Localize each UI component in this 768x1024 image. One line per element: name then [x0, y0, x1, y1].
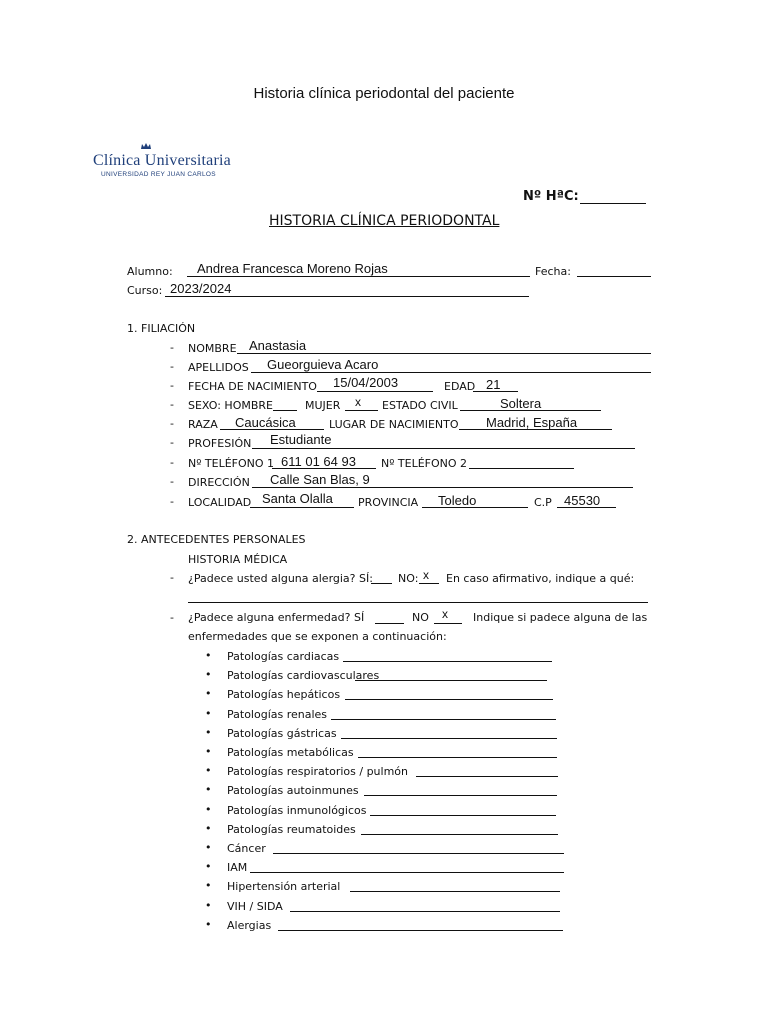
telefono2-label: Nº TELÉFONO 2 — [381, 457, 468, 470]
provincia-label: PROVINCIA — [358, 496, 419, 509]
alumno-value: Andrea Francesca Moreno Rojas — [197, 261, 388, 276]
mujer-label: MUJER — [305, 399, 341, 412]
fecha-nacimiento-field[interactable] — [317, 391, 433, 392]
profesion-value: Estudiante — [270, 432, 332, 447]
bullet: • — [205, 860, 212, 874]
alergia-no-mark: x — [423, 568, 429, 582]
dash: - — [170, 475, 174, 488]
enfermedad-si-field[interactable] — [375, 623, 404, 624]
telefono1-label: Nº TELÉFONO 1 — [188, 457, 275, 470]
cp-label: C.P — [534, 496, 552, 509]
patologia-label: Cáncer — [227, 842, 266, 855]
patologia-field[interactable] — [364, 795, 557, 796]
estado-civil-label: ESTADO CIVIL — [382, 399, 458, 412]
sexo-hombre-label: SEXO: HOMBRE — [188, 399, 273, 412]
mujer-field[interactable] — [345, 410, 378, 411]
alergia-followup: En caso afirmativo, indique a qué: — [446, 572, 635, 585]
patologia-label: Patologías hepáticos — [227, 688, 341, 702]
patologia-label: Patologías inmunológicos — [227, 803, 367, 817]
telefono2-field[interactable] — [469, 468, 574, 469]
dash: - — [170, 417, 174, 430]
section-antecedentes-title: 2. ANTECEDENTES PERSONALES — [127, 533, 306, 546]
bullet: • — [205, 764, 212, 778]
estado-civil-value: Soltera — [500, 396, 542, 411]
fecha-field[interactable] — [577, 276, 651, 277]
patologia-field[interactable] — [416, 776, 558, 777]
patologia-field[interactable] — [370, 815, 556, 816]
dash: - — [170, 611, 174, 624]
patologia-label: Patologías cardiovasculares — [227, 669, 380, 683]
bullet: • — [205, 668, 212, 682]
fecha-nacimiento-value: 15/04/2003 — [333, 375, 399, 390]
alergia-no-label: NO: — [398, 572, 419, 585]
dash: - — [170, 360, 174, 373]
patologia-field[interactable] — [331, 719, 556, 720]
localidad-label: LOCALIDAD — [188, 496, 252, 509]
patologia-field[interactable] — [250, 872, 564, 873]
patologia-field[interactable] — [290, 911, 560, 912]
hombre-field[interactable] — [273, 410, 297, 411]
patologia-field[interactable] — [361, 834, 558, 835]
lugar-nacimiento-value: Madrid, España — [486, 415, 578, 430]
profesion-label: PROFESIÓN — [188, 437, 252, 450]
patologia-field[interactable] — [358, 757, 557, 758]
enfermedad-instruction: Indique si padece alguna de las — [473, 611, 648, 624]
curso-field[interactable] — [165, 296, 529, 297]
patologia-label: Patologías renales — [227, 707, 328, 721]
patologia-label: VIH / SIDA — [227, 899, 283, 913]
apellidos-field[interactable] — [251, 372, 651, 373]
page-top-title: Historia clínica periodontal del paciente — [253, 85, 515, 102]
patologia-field[interactable] — [355, 680, 547, 681]
edad-label: EDAD — [444, 380, 476, 393]
alergia-no-field[interactable] — [419, 583, 439, 584]
section-filiacion-title: 1. FILIACIÓN — [127, 322, 196, 335]
patologia-field[interactable] — [341, 738, 557, 739]
lugar-nacimiento-label: LUGAR DE NACIMIENTO — [329, 418, 459, 431]
patologia-label: Patologías metabólicas — [227, 746, 354, 759]
alergia-question: ¿Padece usted alguna alergia? SÍ: — [188, 572, 373, 585]
nombre-field[interactable] — [237, 353, 651, 354]
dash: - — [170, 571, 174, 584]
patologia-field[interactable] — [345, 699, 553, 700]
bullet: • — [205, 725, 212, 739]
mujer-mark: x — [355, 395, 361, 409]
enfermedad-no-label: NO — [412, 611, 429, 624]
raza-value: Caucásica — [235, 415, 296, 430]
direccion-label: DIRECCIÓN — [188, 476, 250, 489]
bullet: • — [205, 687, 212, 701]
patologia-label: Patologías gástricas — [227, 726, 337, 740]
bullet: • — [205, 898, 212, 912]
raza-label: RAZA — [188, 418, 218, 431]
patologia-field[interactable] — [273, 853, 564, 854]
cp-value: 45530 — [564, 493, 601, 508]
crown-icon — [141, 143, 151, 149]
curso-value: 2023/2024 — [170, 281, 232, 296]
hc-number-field[interactable] — [580, 203, 646, 204]
bullet: • — [205, 841, 212, 854]
historia-medica-subtitle: HISTORIA MÉDICA — [188, 553, 288, 566]
alergia-detail-field[interactable] — [188, 602, 648, 603]
curso-label: Curso: — [127, 284, 163, 297]
edad-value: 21 — [486, 377, 501, 392]
patologia-label: Patologías reumatoides — [227, 822, 356, 836]
dash: - — [170, 341, 174, 354]
direccion-value: Calle San Blas, 9 — [270, 472, 370, 487]
patologia-label: Patologías autoinmunes — [227, 784, 359, 798]
logo-name: Clínica Universitaria — [93, 152, 231, 169]
bullet: • — [205, 706, 212, 720]
bullet: • — [205, 917, 212, 931]
fecha-nacimiento-label: FECHA DE NACIMIENTO — [188, 380, 317, 393]
apellidos-value: Gueorguieva Acaro — [267, 357, 379, 372]
dash: - — [170, 495, 174, 508]
bullet: • — [205, 649, 212, 662]
localidad-field[interactable] — [250, 507, 354, 508]
patologia-field[interactable] — [343, 661, 552, 662]
bullet: • — [205, 783, 212, 797]
alumno-field[interactable] — [187, 276, 530, 277]
alumno-label: Alumno: — [127, 265, 173, 278]
localidad-value: Santa Olalla — [262, 491, 333, 506]
alergia-si-field[interactable] — [371, 583, 392, 584]
enfermedad-question: ¿Padece alguna enfermedad? SÍ — [188, 611, 365, 624]
patologia-field[interactable] — [350, 891, 560, 892]
nombre-label: NOMBRE — [188, 342, 237, 355]
enfermedad-no-field[interactable] — [434, 623, 462, 624]
telefono1-value: 611 01 64 93 — [281, 454, 356, 469]
dash: - — [170, 398, 174, 411]
bullet: • — [205, 821, 212, 835]
direccion-field[interactable] — [252, 487, 633, 488]
bullet: • — [205, 745, 212, 758]
patologia-label: Alergias — [227, 918, 272, 932]
patologia-label: Patologías cardiacas — [227, 650, 340, 663]
logo-subtitle: UNIVERSIDAD REY JUAN CARLOS — [101, 171, 216, 178]
nombre-value: Anastasia — [249, 338, 307, 353]
enfermedad-instruction-line2: enfermedades que se exponen a continuación: — [188, 630, 447, 643]
dash: - — [170, 456, 174, 469]
fecha-label: Fecha: — [535, 265, 571, 278]
dash: - — [170, 379, 174, 392]
patologia-label: IAM — [227, 861, 248, 875]
patologia-label: Patologías respiratorios / pulmón — [227, 765, 409, 779]
dash: - — [170, 436, 174, 449]
bullet: • — [205, 802, 212, 816]
apellidos-label: APELLIDOS — [188, 361, 249, 374]
clinic-logo — [93, 152, 231, 178]
hc-number-label: Nº HªC: — [523, 189, 579, 204]
main-title: HISTORIA CLÍNICA PERIODONTAL — [269, 213, 500, 229]
provincia-value: Toledo — [438, 493, 477, 508]
patologia-field[interactable] — [278, 930, 563, 931]
patologia-label: Hipertensión arterial — [227, 880, 341, 894]
bullet: • — [205, 879, 212, 893]
profesion-field[interactable] — [252, 448, 635, 449]
enfermedad-no-mark: x — [442, 607, 448, 621]
